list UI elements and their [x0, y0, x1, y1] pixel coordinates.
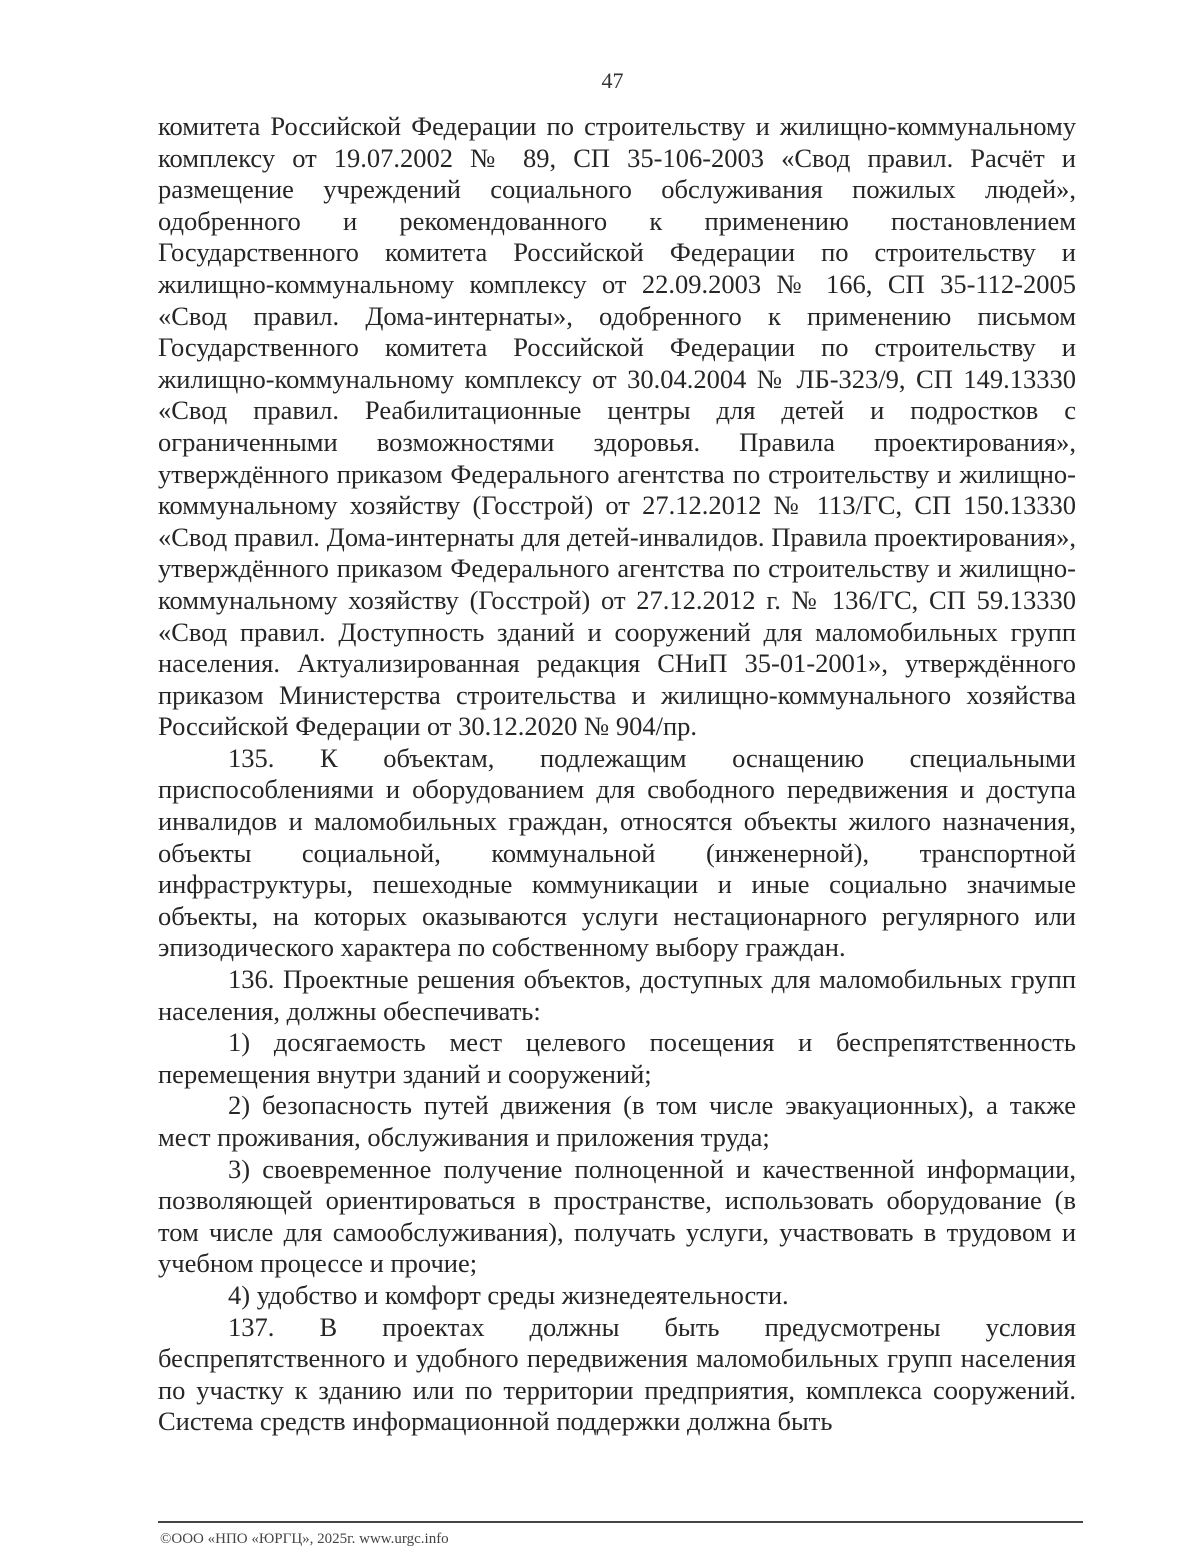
footer-divider — [158, 1521, 1083, 1523]
list-item-4: 4) удобство и комфорт среды жизнедеятельности. — [228, 1279, 789, 1310]
list-item-3: 3) своевременное получение полноценной и качественной информации, позволяющей ориентироваться в пространстве, использовать оборудование (в том числе для самообслуживания), получать услуги, участвовать в трудовом и учебном процессе и прочие; — [158, 1153, 1076, 1279]
paragraph-137: 137. В проектах должны быть предусмотрены условия беспрепятственного и удобного передвижения маломобильных групп населения по участку к зданию или по территории предприятия, комплекса сооружений. Система средств информационной поддержки должна быть — [158, 1311, 1076, 1437]
paragraph-136: 136. Проектные решения объектов, доступных для маломобильных групп населения, должны обеспечивать: — [158, 964, 1076, 1026]
footer-copyright: ©ООО «НПО «ЮРГЦ», 2025г. www.urgc.info — [160, 1531, 449, 1547]
list-item-2: 2) безопасность путей движения (в том числе эвакуационных), а также мест проживания, обслуживания и приложения труда; — [158, 1090, 1076, 1152]
document-body — [158, 111, 1076, 1438]
paragraph-continuation: комитета Российской Федерации по строительству и жилищно-коммунальному комплексу от 19.07.2002 № 89, СП 35-106-2003 «Свод правил. Расчёт и размещение учреждений социального обслуживания пожилых людей», одобренного и рекомендованного к применению постановлением Государственного комитета Российской Федерации по строительству и жилищно-коммунальному комплексу от 22.09.2003 № 166, СП 35-112-2005 «Свод правил. Дома-интернаты», одобренного к применению письмом Государственного комитета Российской Федерации по строительству и жилищно-коммунальному комплексу от 30.04.2004 № ЛБ-323/9, СП 149.13330 «Свод правил. Реабилитационные центры для детей и подростков с ограниченными возможностями здоровья. Правила проектирования», утверждённого приказом Федерального агентства по строительству и жилищно-коммунальному хозяйству (Госстрой) от 27.12.2012 № 113/ГС, СП 150.13330 «Свод правил. Дома-интернаты для детей-инвалидов. Правила проектирования», утверждённого приказом Федерального агентства по строительству и жилищно-коммунальному хозяйству (Госстрой) от 27.12.2012 г. № 136/ГС, СП 59.13330 «Свод правил. Доступность зданий и сооружений для маломобильных групп населения. Актуализированная редакция СНиП 35-01-2001», утверждённого приказом Министерства строительства и жилищно-коммунального хозяйства Российской Федерации от 30.12.2020 № 904/пр. — [158, 111, 1076, 742]
paragraph-135: 135. К объектам, подлежащим оснащению специальными приспособлениями и оборудованием для свободного передвижения и доступа инвалидов и маломобильных граждан, относятся объекты жилого назначения, объекты социальной, коммунальной (инженерной), транспортной инфраструктуры, пешеходные коммуникации и иные социально значимые объекты, на которых оказываются услуги нестационарного регулярного или эпизодического характера по собственному выбору граждан. — [158, 742, 1076, 963]
list-item-1: 1) досягаемость мест целевого посещения и беспрепятственность перемещения внутри зданий и сооружений; — [158, 1027, 1076, 1089]
page-number: 47 — [601, 68, 624, 93]
